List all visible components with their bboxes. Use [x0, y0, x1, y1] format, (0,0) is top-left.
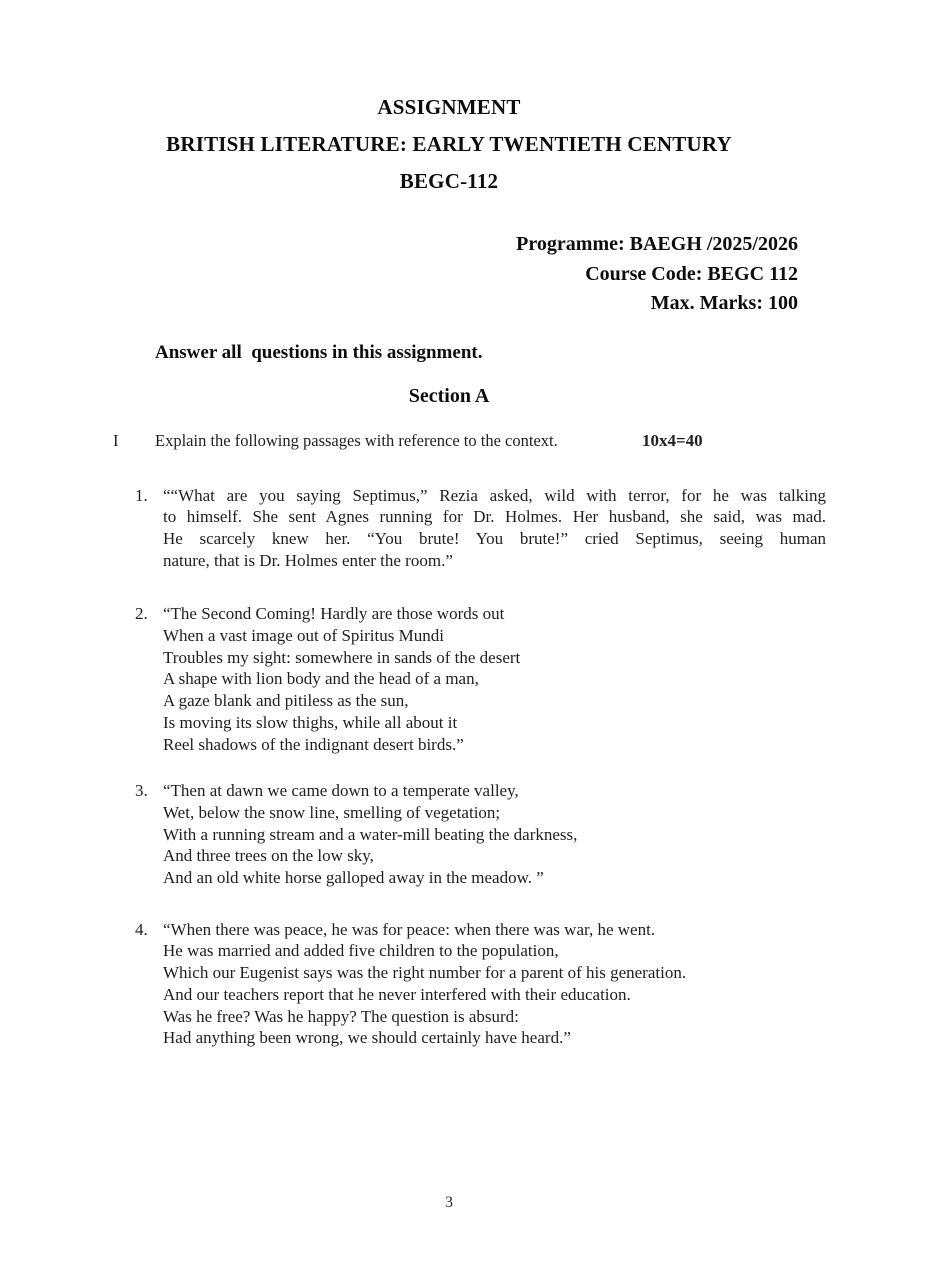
passage-1 [55, 485, 843, 572]
question-roman-numeral: I [113, 430, 119, 450]
passage-2 [55, 603, 843, 755]
max-marks-line: Max. Marks: 100 [650, 292, 798, 314]
assignment-page [55, 0, 843, 1280]
page-number: 3 [445, 1194, 453, 1211]
course-title: BRITISH LITERATURE: EARLY TWENTIETH CENTURY [166, 132, 732, 156]
section-a-heading: Section A [408, 384, 490, 407]
course-code-line: Course Code: BEGC 112 [585, 262, 798, 285]
passage-3 [55, 780, 843, 889]
question-text: Explain the following passages with reference to the context. [155, 430, 558, 450]
question-row [55, 430, 843, 451]
instruction-line: Answer all questions in this assignment. [155, 341, 483, 363]
passage-number: 3. [135, 781, 148, 801]
course-code-heading: BEGC-112 [399, 169, 499, 193]
title-block [55, 0, 843, 200]
page-title: ASSIGNMENT [377, 95, 521, 119]
passage-number: 2. [135, 604, 148, 624]
passage-number: 4. [135, 919, 148, 939]
passage-text: “When there was peace, he was for peace: when there was war, he went. He was married and added five children to the population, Which our Eugenist says was the right number for a parent of his generation. And our teachers report that he never interfered with their education. Was he free? Was he happy? The question is absurd: Had anything been wrong, we should certainly have heard.” [163, 919, 687, 1048]
meta-block [55, 230, 843, 319]
passage-text: ““What are you saying Septimus,” Rezia asked, wild with terror, for he was talking to himself. She sent Agnes running for Dr. Holmes. Her husband, she said, was mad. He scarcely knew her. “You brute! You brute!” cried Septimus, seeing human nature, that is Dr. Holmes enter the room.” [163, 485, 826, 570]
programme-line: Programme: BAEGH /2025/2026 [516, 233, 798, 255]
passage-text: “The Second Coming! Hardly are those words out When a vast image out of Spiritus Mundi Troubles my sight: somewhere in sands of the desert A shape with lion body and the head of a man, A gaze blank and pitiless as the sun, Is moving its slow thighs, while all about it Reel shadows of the indignant desert birds.” [163, 604, 521, 754]
passage-number: 1. [135, 485, 148, 505]
passage-4 [55, 919, 843, 1049]
question-marks: 10x4=40 [642, 430, 703, 450]
passage-text: “Then at dawn we came down to a temperate valley, Wet, below the snow line, smelling of vegetation; With a running stream and a water-mill beating the darkness, And three trees on the low sky, And an old white horse galloped away in the meadow. ” [163, 781, 578, 888]
